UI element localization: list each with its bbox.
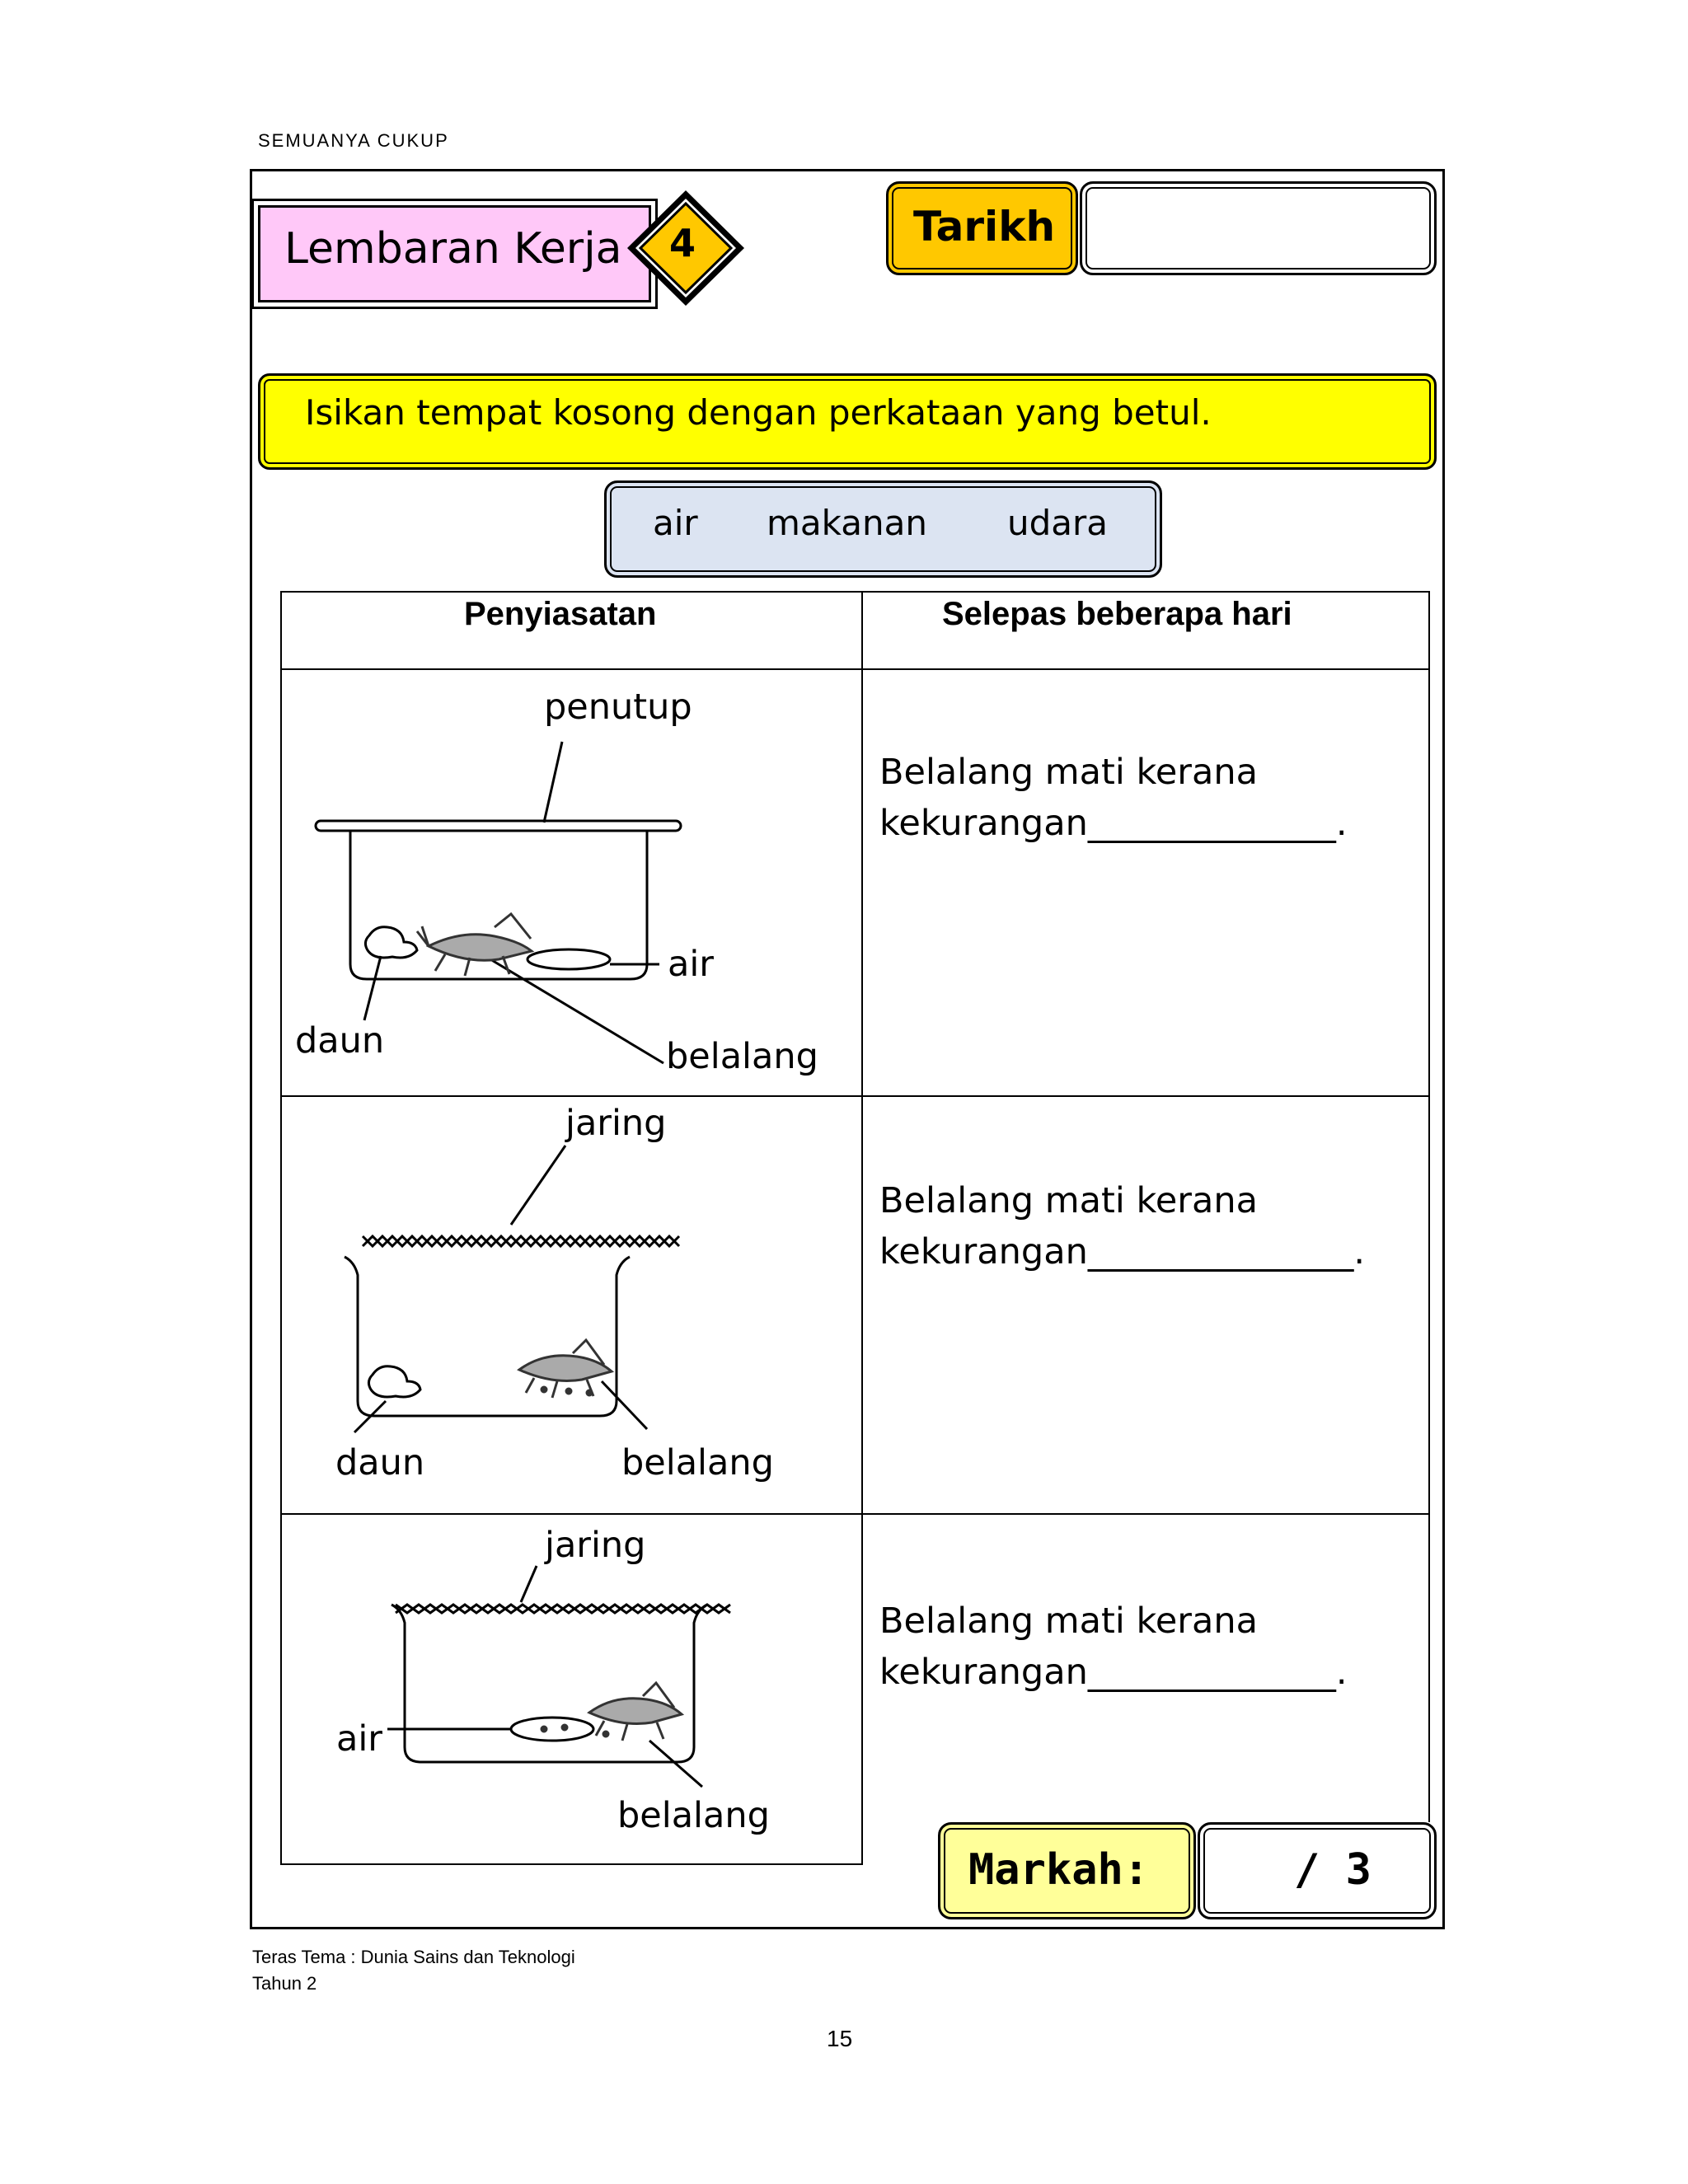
answer-line-2[interactable]: kekurangan______________. [879,803,1348,844]
grasshopper-icon [519,1340,612,1398]
page-header: SEMUANYA CUKUP [258,130,449,151]
page-number: 15 [827,2026,853,2051]
label-net: jaring [565,1103,667,1144]
label-grasshopper: belalang [666,1036,818,1077]
jar-with-net-illustration [345,1146,679,1432]
word-bank-item: udara [1007,503,1109,543]
label-water: air [668,944,714,985]
label-leaf: daun [335,1442,425,1483]
label-water: air [336,1718,382,1760]
score-label: Markah: [968,1845,1150,1895]
answer-line-1: Belalang mati kerana [879,752,1258,793]
worksheet-label: Lembaran Kerja [284,224,622,274]
grasshopper-icon [417,914,532,976]
instruction-text: Isikan tempat kosong dengan perkataan yang betul. [305,392,1212,433]
word-bank-item: air [653,503,698,543]
word-bank-item: makanan [767,503,927,543]
label-net: jaring [545,1525,646,1566]
footer-theme: Teras Tema : Dunia Sains dan Teknologi [252,1947,575,1967]
jar-with-net-and-water-illustration [387,1566,730,1787]
answer-line-2[interactable]: kekurangan_______________. [879,1231,1366,1272]
column-header-investigation: Penyiasatan [464,596,657,632]
label-cover: penutup [544,687,692,728]
label-leaf: daun [295,1020,385,1062]
score-value: / 3 [1294,1845,1372,1895]
date-label: Tarikh [913,203,1056,251]
footer-year: Tahun 2 [252,1973,317,1994]
answer-line-1: Belalang mati kerana [879,1601,1258,1642]
jar-with-lid-illustration [316,742,681,1063]
worksheet-number: 4 [669,221,696,265]
label-grasshopper: belalang [621,1442,774,1483]
column-header-after-days: Selepas beberapa hari [942,596,1292,632]
answer-line-1: Belalang mati kerana [879,1180,1258,1221]
answer-line-2[interactable]: kekurangan______________. [879,1652,1348,1693]
label-grasshopper: belalang [617,1795,770,1836]
